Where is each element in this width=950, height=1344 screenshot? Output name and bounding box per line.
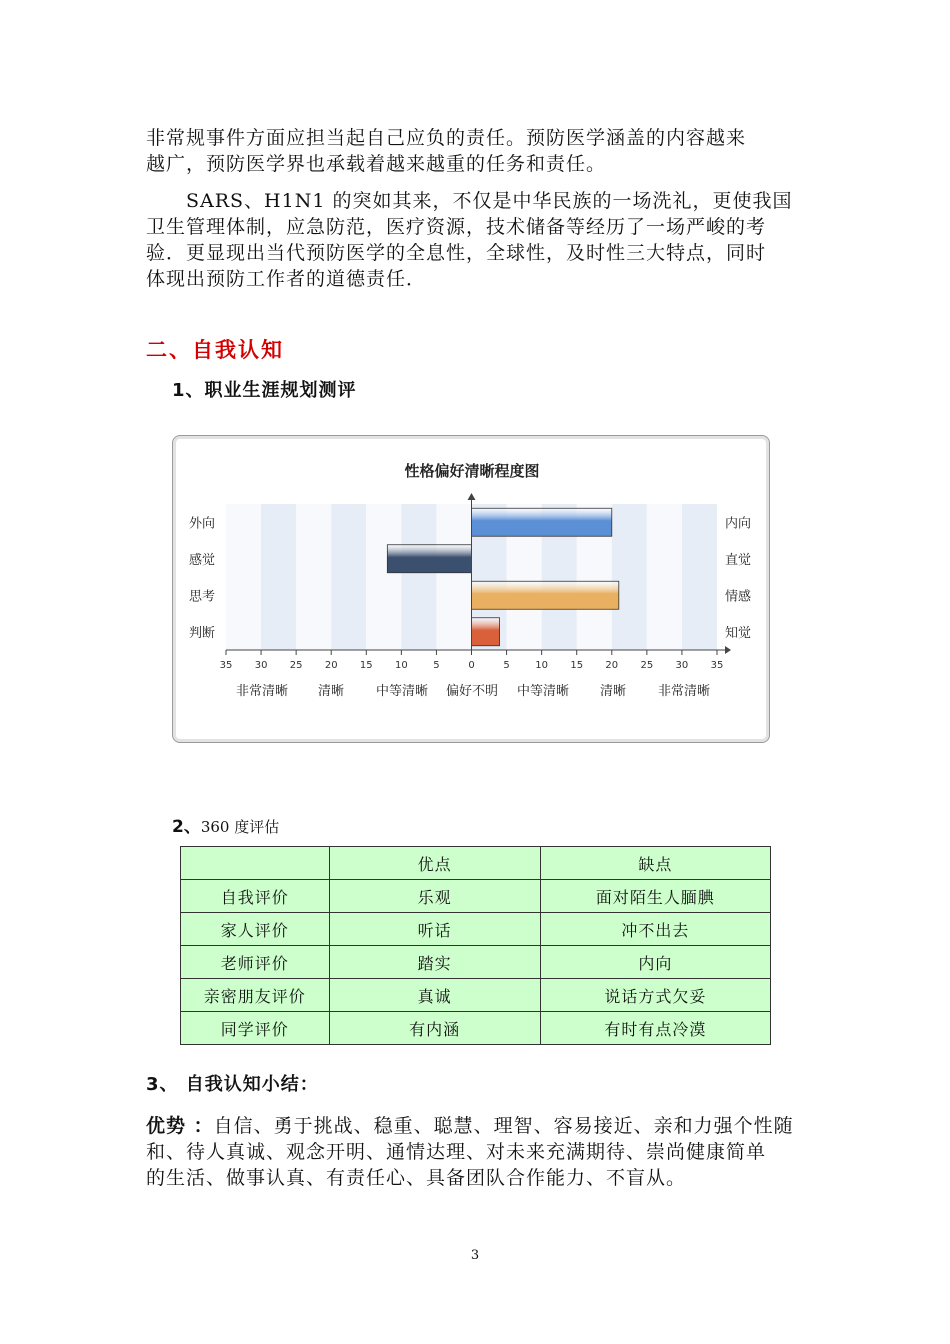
table-cell: 有时有点冷漠 (540, 1012, 770, 1045)
chart-band (647, 504, 682, 650)
chart-band (401, 504, 436, 650)
chart-tick-label: 0 (468, 660, 475, 671)
subsection-number: 2、 (172, 817, 201, 837)
chart-tick-label: 25 (640, 660, 654, 671)
summary-text: 自信、勇于挑战、稳重、聪慧、理智、容易接近、亲和力强个性随 (213, 1115, 794, 1137)
chart-tick-label: 30 (254, 660, 268, 671)
paragraph-line: 体现出预防工作者的道德责任． (146, 268, 427, 290)
chart-category-label: 清晰 (317, 684, 345, 699)
chart-tick-label: 35 (710, 660, 724, 671)
paragraph-line: 越广，预防医学界也承载着越来越重的任务和责任。 (146, 153, 607, 175)
chart-band (682, 504, 717, 650)
chart-row-label-right: 内向 (725, 516, 752, 532)
paragraph-line: 非常规事件方面应担当起自己应负的责任。预防医学涵盖的内容越来 (146, 127, 747, 149)
chart-tick-label: 35 (219, 660, 233, 671)
table-cell: 有内涵 (329, 1012, 540, 1045)
chart-tick-label: 30 (675, 660, 689, 671)
table-row (181, 979, 771, 1012)
chart-tick-label: 20 (605, 660, 619, 671)
table-cell: 冲不出去 (540, 913, 770, 946)
chart-bar (472, 581, 619, 609)
table-cell (181, 847, 330, 880)
page-number: 3 (470, 1248, 480, 1263)
chart-tick-label: 10 (394, 660, 408, 671)
table-cell: 真诚 (329, 979, 540, 1012)
chart-tick-label: 20 (324, 660, 338, 671)
chart-y-axis-arrow (468, 493, 476, 500)
table-cell: 面对陌生人腼腆 (540, 880, 770, 913)
table-header-row (181, 847, 771, 880)
chart-row-label-left: 思考 (189, 589, 216, 605)
summary-label: 优势 ： (146, 1115, 214, 1137)
table-row (181, 913, 771, 946)
chart-tick-label: 5 (433, 660, 440, 671)
chart-tick-label: 15 (570, 660, 584, 671)
table-cell: 自我评价 (181, 880, 330, 913)
table-row (181, 946, 771, 979)
table-cell: 听话 (329, 913, 540, 946)
chart-category-label: 中等清晰 (375, 684, 429, 699)
chart-category-label: 偏好不明 (445, 684, 499, 699)
paragraph-line: 卫生管理体制，应急防范，医疗资源，技术储备等经历了一场严峻的考 (146, 216, 767, 238)
table-cell: 同学评价 (181, 1012, 330, 1045)
chart-category-label: 非常清晰 (657, 684, 711, 699)
table-cell: 缺点 (540, 847, 770, 880)
chart-canvas (173, 436, 771, 744)
chart-band (226, 504, 261, 650)
chart-band (366, 504, 401, 650)
chart-title: 性格偏好清晰程度图 (404, 462, 540, 480)
subsection-title-360 (172, 812, 279, 837)
evaluation-table (180, 846, 771, 1045)
chart-band (436, 504, 471, 650)
subsection-title-assessment: 1、职业生涯规划测评 (172, 380, 357, 401)
table-row (181, 1012, 771, 1045)
chart-row-label-left: 感觉 (189, 552, 216, 568)
paragraph-line: SARS、H1N1 的突如其来，不仅是中华民族的一场洗礼，更使我国 (186, 190, 793, 212)
table-cell: 家人评价 (181, 913, 330, 946)
table-cell: 说话方式欠妥 (540, 979, 770, 1012)
chart-category-label: 非常清晰 (235, 684, 289, 699)
chart-row-label-right: 知觉 (725, 625, 752, 641)
summary-line (146, 1113, 806, 1139)
chart-tick-label: 5 (503, 660, 510, 671)
chart-bar (472, 508, 612, 536)
table-cell: 踏实 (329, 946, 540, 979)
paragraph-line: 验．更显现出当代预防医学的全息性，全球性，及时性三大特点，同时 (146, 242, 767, 264)
table-row (181, 880, 771, 913)
chart-row-label-right: 直觉 (725, 552, 752, 568)
chart-band (612, 504, 647, 650)
table-cell: 乐观 (329, 880, 540, 913)
table-cell: 内向 (540, 946, 770, 979)
chart-tick-label: 10 (535, 660, 549, 671)
chart-band (296, 504, 331, 650)
personality-chart (172, 435, 770, 743)
chart-row-label-left: 外向 (189, 516, 216, 532)
summary-line: 和、待人真诚、观念开明、通情达理、对未来充满期待、崇尚健康简单 (146, 1141, 767, 1163)
chart-tick-label: 25 (289, 660, 303, 671)
chart-row-label-right: 情感 (725, 589, 752, 605)
subsection-text: 360 度评估 (200, 818, 280, 836)
chart-band (261, 504, 296, 650)
table-cell: 老师评价 (181, 946, 330, 979)
section-title: 二、自我认知 (146, 338, 284, 362)
chart-x-axis-arrow (725, 646, 731, 654)
chart-bar (472, 618, 500, 646)
chart-category-label: 中等清晰 (516, 684, 570, 699)
chart-band (331, 504, 366, 650)
chart-category-label: 清晰 (599, 684, 627, 699)
table-cell: 优点 (329, 847, 540, 880)
summary-line: 的生活、做事认真、有责任心、具备团队合作能力、不盲从。 (146, 1167, 687, 1189)
chart-row-label-left: 判断 (189, 625, 216, 641)
chart-tick-label: 15 (359, 660, 373, 671)
chart-bar (387, 545, 471, 573)
subsection-title-summary: 3、 自我认知小结： (146, 1074, 319, 1095)
table-cell: 亲密朋友评价 (181, 979, 330, 1012)
